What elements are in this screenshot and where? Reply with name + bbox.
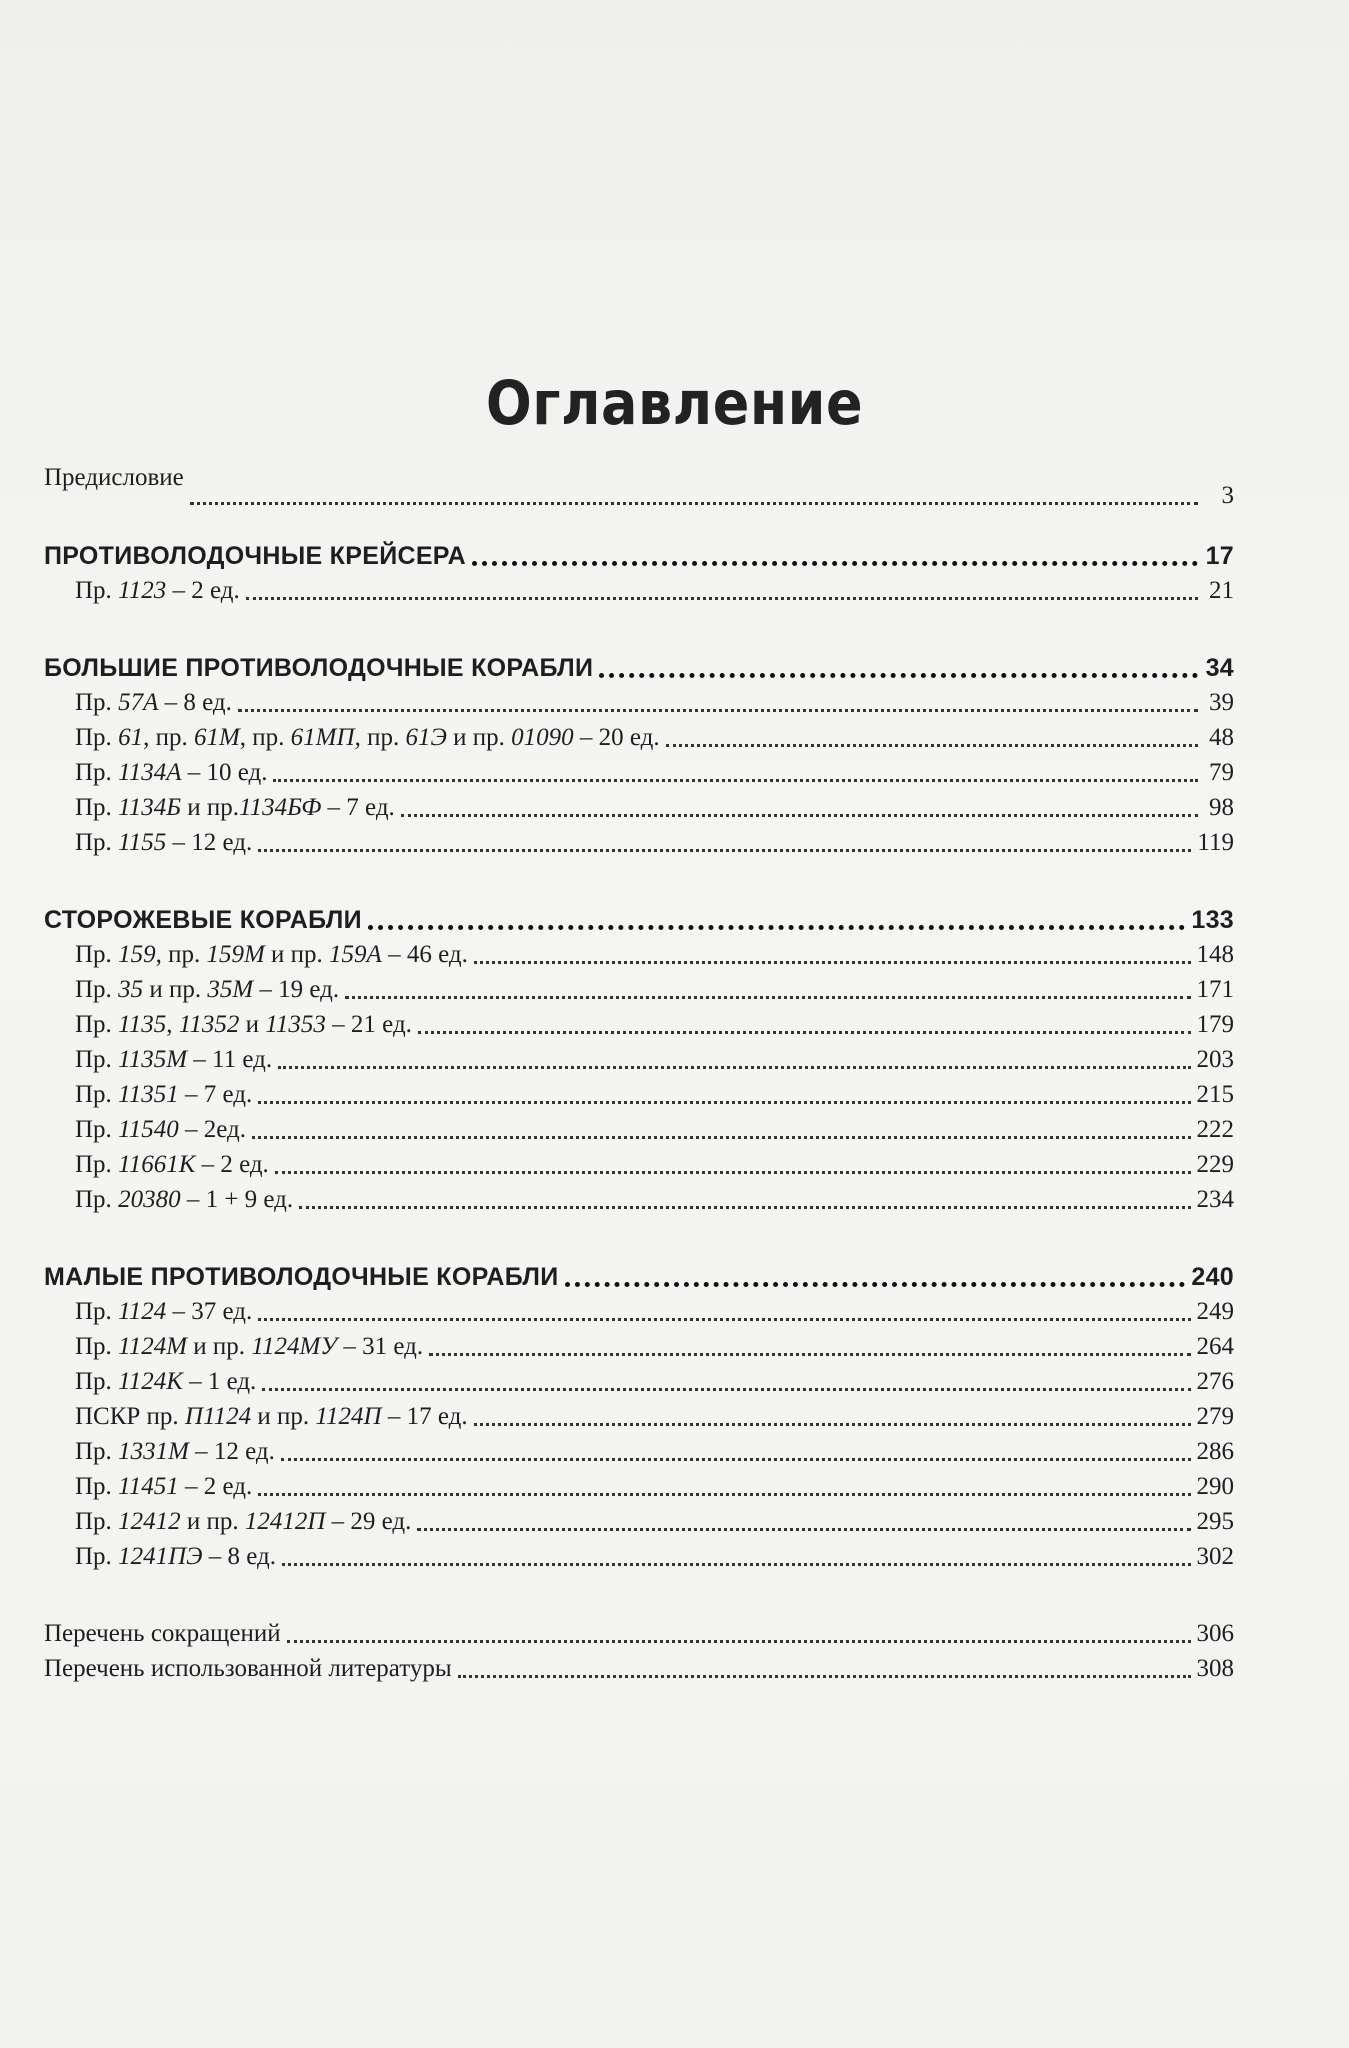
- toc-entry: [44, 755, 1234, 790]
- project-number: 1241ПЭ: [118, 1543, 203, 1570]
- entry-text: ПСКР пр.: [75, 1403, 185, 1430]
- entry-label: [75, 1008, 412, 1042]
- entry-text: Пр.: [75, 1473, 119, 1500]
- entry-label: [44, 651, 593, 685]
- entry-text: и пр.: [180, 794, 239, 821]
- dot-leader: [299, 1206, 1190, 1209]
- toc-entry: [44, 937, 1234, 972]
- entry-text: Пр.: [75, 1298, 119, 1325]
- table-of-contents: [44, 464, 1234, 1686]
- appendix-label: Перечень использованной литературы: [44, 1655, 452, 1682]
- entry-text: – 12 ед.: [166, 829, 253, 856]
- toc-entry: [44, 1329, 1234, 1364]
- toc-entry: [44, 1007, 1234, 1042]
- entry-text: Пр.: [75, 1186, 119, 1213]
- page-number: 119: [1197, 829, 1234, 856]
- entry-text: Пр.: [75, 1046, 119, 1073]
- entry-text: и пр.: [143, 976, 208, 1003]
- entry-text: – 20 ед.: [573, 724, 660, 751]
- dot-leader: [417, 1528, 1190, 1531]
- entry-text: Пр.: [75, 794, 119, 821]
- entry-text: – 46 ед.: [381, 941, 468, 968]
- toc-entry: [44, 1616, 1234, 1651]
- entry-label: [75, 973, 339, 1007]
- toc-entry: [44, 1469, 1234, 1504]
- dot-leader: [238, 709, 1198, 712]
- project-number: П1124: [184, 1403, 252, 1430]
- dot-leader: [599, 673, 1198, 678]
- entry-label: [75, 1078, 252, 1112]
- dot-leader: [258, 1493, 1190, 1496]
- toc-entry: [44, 538, 1234, 573]
- page-number: 276: [1196, 1368, 1234, 1395]
- dot-leader: [474, 1423, 1191, 1426]
- entry-text: Пр.: [75, 1368, 119, 1395]
- page-number: 148: [1196, 941, 1234, 968]
- section-heading: МАЛЫЕ ПРОТИВОЛОДОЧНЫЕ КОРАБЛИ: [44, 1263, 559, 1291]
- toc-entry: [44, 1112, 1234, 1147]
- page-number: 171: [1196, 976, 1234, 1003]
- section-heading: СТОРОЖЕВЫЕ КОРАБЛИ: [44, 906, 362, 934]
- dot-leader: [258, 1101, 1190, 1104]
- entry-text: , пр.: [354, 724, 406, 751]
- page-number: 203: [1196, 1046, 1234, 1073]
- dot-leader: [401, 814, 1198, 817]
- entry-text: – 17 ед.: [381, 1403, 468, 1430]
- page-number: 249: [1196, 1298, 1234, 1325]
- dot-leader: [262, 1388, 1190, 1391]
- entry-text: Пр.: [75, 1543, 119, 1570]
- entry-label: [44, 903, 362, 937]
- dot-leader: [472, 561, 1198, 566]
- project-number: 1124МУ: [251, 1333, 338, 1360]
- dot-leader: [418, 1031, 1191, 1034]
- project-number: 61М: [193, 724, 240, 751]
- toc-entry: [44, 1077, 1234, 1112]
- toc-entry: [44, 1434, 1234, 1469]
- page-number: 3: [1221, 482, 1234, 509]
- toc-entry: [44, 1504, 1234, 1539]
- entry-text: – 2 ед.: [166, 577, 240, 604]
- entry-text: – 1 ед.: [182, 1368, 257, 1395]
- dot-leader: [278, 1066, 1190, 1069]
- dot-leader: [258, 849, 1191, 852]
- project-number: 01090: [511, 724, 574, 751]
- entry-text: ,: [166, 1011, 179, 1038]
- dot-leader: [458, 1675, 1191, 1678]
- dot-leader: [282, 1563, 1191, 1566]
- dot-leader: [281, 1458, 1191, 1461]
- page-number: 21: [1209, 577, 1234, 604]
- entry-text: – 2ед.: [178, 1116, 246, 1143]
- entry-text: Пр.: [75, 724, 119, 751]
- entry-label: [44, 1617, 281, 1651]
- entry-label: [75, 756, 267, 790]
- entry-text: Пр.: [75, 1081, 119, 1108]
- toc-entry: [44, 464, 1234, 513]
- entry-text: Пр.: [75, 759, 119, 786]
- entry-text: и пр.: [264, 941, 330, 968]
- entry-text: – 1 + 9 ед.: [180, 1186, 294, 1213]
- dot-leader: [258, 1318, 1190, 1321]
- entry-text: и пр.: [251, 1403, 316, 1430]
- project-number: 11351: [118, 1081, 179, 1108]
- dot-leader: [345, 996, 1190, 999]
- entry-text: Пр.: [75, 829, 119, 856]
- dot-leader: [429, 1353, 1190, 1356]
- toc-entry: [44, 720, 1234, 755]
- entry-text: и пр.: [180, 1508, 245, 1535]
- entry-text: – 7 ед.: [321, 794, 395, 821]
- toc-entry: [44, 650, 1234, 685]
- dot-leader: [252, 1136, 1191, 1139]
- page-number: 302: [1196, 1543, 1234, 1570]
- entry-text: и пр.: [446, 724, 512, 751]
- project-number: 1331М: [118, 1438, 189, 1465]
- entry-text: Пр.: [75, 941, 119, 968]
- entry-label: [75, 1183, 293, 1217]
- toc-entry: [44, 1399, 1234, 1434]
- dot-leader: [666, 744, 1198, 747]
- page-number: 229: [1196, 1151, 1234, 1178]
- dot-leader: [190, 502, 1198, 505]
- entry-label: [75, 1365, 256, 1399]
- project-number: 1123: [118, 577, 167, 604]
- page-title: Оглавление: [485, 368, 864, 439]
- project-number: 1124М: [118, 1333, 188, 1360]
- dot-leader: [273, 779, 1198, 782]
- entry-label: [75, 1470, 252, 1504]
- project-number: 159: [118, 941, 156, 968]
- page-number: 222: [1196, 1116, 1234, 1143]
- entry-text: Пр.: [75, 1333, 119, 1360]
- entry-text: – 31 ед.: [337, 1333, 424, 1360]
- entry-text: Пр.: [75, 1116, 119, 1143]
- toc-entry: [44, 1259, 1234, 1294]
- project-number: 11540: [118, 1116, 179, 1143]
- project-number: 35: [118, 976, 144, 1003]
- toc-entry: [44, 1651, 1234, 1686]
- page-number: 48: [1209, 724, 1234, 751]
- entry-label: [75, 1540, 276, 1574]
- toc-entry: [44, 1364, 1234, 1399]
- project-number: 57А: [118, 689, 159, 716]
- project-number: 1124П: [315, 1403, 382, 1430]
- entry-label: [75, 1400, 468, 1434]
- entry-text: Пр.: [75, 1438, 119, 1465]
- project-number: 61МП: [290, 724, 355, 751]
- toc-entry: [44, 573, 1234, 608]
- entry-text: , пр.: [143, 724, 194, 751]
- entry-text: – 7 ед.: [178, 1081, 253, 1108]
- entry-label: [75, 1043, 272, 1077]
- page-number: 215: [1196, 1081, 1234, 1108]
- entry-text: Пр.: [75, 577, 119, 604]
- entry-text: , пр.: [155, 941, 207, 968]
- project-number: 1155: [118, 829, 167, 856]
- entry-label: [75, 1113, 246, 1147]
- project-number: 1135: [118, 1011, 167, 1038]
- project-number: 1124: [118, 1298, 167, 1325]
- project-number: 1135М: [118, 1046, 188, 1073]
- page-number: 290: [1196, 1473, 1234, 1500]
- dot-leader: [474, 961, 1191, 964]
- page-number: 295: [1196, 1508, 1234, 1535]
- project-number: 35М: [207, 976, 254, 1003]
- entry-label: [44, 1652, 452, 1686]
- project-number: 159А: [329, 941, 382, 968]
- page-number: 264: [1196, 1333, 1234, 1360]
- entry-text: – 19 ед.: [253, 976, 340, 1003]
- entry-label: [44, 461, 184, 495]
- toc-entry: [44, 1147, 1234, 1182]
- dot-leader: [246, 597, 1198, 600]
- project-number: 159М: [206, 941, 265, 968]
- project-number: 1134БФ: [238, 794, 322, 821]
- toc-entry: [44, 1539, 1234, 1574]
- section-heading: ПРОТИВОЛОДОЧНЫЕ КРЕЙСЕРА: [44, 542, 466, 570]
- entry-text: – 10 ед.: [181, 759, 268, 786]
- toc-entry: [44, 1294, 1234, 1329]
- entry-label: [75, 826, 252, 860]
- toc-entry: [44, 1182, 1234, 1217]
- toc-entry: [44, 825, 1234, 860]
- entry-label: [44, 539, 466, 573]
- project-number: 11352: [178, 1011, 240, 1038]
- entry-text: Пр.: [75, 1508, 119, 1535]
- toc-entry: [44, 1042, 1234, 1077]
- project-number: 12412: [118, 1508, 181, 1535]
- entry-text: , пр.: [239, 724, 291, 751]
- dot-leader: [565, 1282, 1186, 1287]
- dot-leader: [275, 1171, 1191, 1174]
- page-number: 17: [1205, 542, 1234, 570]
- entry-text: – 2 ед.: [195, 1151, 269, 1178]
- section-heading: БОЛЬШИЕ ПРОТИВОЛОДОЧНЫЕ КОРАБЛИ: [44, 654, 594, 682]
- toc-entry: [44, 685, 1234, 720]
- entry-label: [75, 1505, 411, 1539]
- entry-text: – 12 ед.: [188, 1438, 275, 1465]
- dot-leader: [368, 925, 1185, 930]
- entry-label: [75, 1148, 269, 1182]
- entry-text: Пр.: [75, 976, 119, 1003]
- entry-label: [75, 791, 395, 825]
- project-number: 11451: [118, 1473, 179, 1500]
- project-number: 12412П: [244, 1508, 326, 1535]
- entry-label: [75, 686, 232, 720]
- entry-label: [75, 574, 240, 608]
- preface-label: Предисловие: [44, 464, 184, 491]
- entry-label: [75, 938, 468, 972]
- appendix-label: Перечень сокращений: [44, 1620, 281, 1647]
- page-number: 98: [1209, 794, 1234, 821]
- page-number: 34: [1205, 654, 1234, 682]
- entry-label: [75, 1330, 423, 1364]
- dot-leader: [287, 1640, 1191, 1643]
- toc-entry: [44, 972, 1234, 1007]
- project-number: 11661К: [118, 1151, 196, 1178]
- entry-text: – 8 ед.: [202, 1543, 276, 1570]
- page-number: 133: [1191, 906, 1234, 934]
- entry-text: – 8 ед.: [158, 689, 232, 716]
- page-number: 308: [1196, 1655, 1234, 1682]
- project-number: 61: [118, 724, 144, 751]
- entry-label: [75, 721, 660, 755]
- project-number: 1134А: [118, 759, 182, 786]
- page-number: 234: [1196, 1186, 1234, 1213]
- entry-text: Пр.: [75, 1011, 119, 1038]
- page-number: 286: [1196, 1438, 1234, 1465]
- toc-entry: [44, 790, 1234, 825]
- entry-label: [44, 1260, 559, 1294]
- entry-text: – 11 ед.: [187, 1046, 273, 1073]
- toc-entry: [44, 902, 1234, 937]
- project-number: 1134Б: [118, 794, 181, 821]
- page-number: 279: [1196, 1403, 1234, 1430]
- project-number: 61Э: [405, 724, 447, 751]
- entry-text: – 21 ед.: [325, 1011, 412, 1038]
- project-number: 20380: [118, 1186, 181, 1213]
- entry-text: и пр.: [187, 1333, 252, 1360]
- page-number: 240: [1191, 1263, 1234, 1291]
- page-number: 39: [1209, 689, 1234, 716]
- entry-label: [75, 1295, 252, 1329]
- entry-text: Пр.: [75, 1151, 119, 1178]
- entry-text: – 37 ед.: [166, 1298, 253, 1325]
- entry-text: – 29 ед.: [325, 1508, 412, 1535]
- page-number: 306: [1196, 1620, 1234, 1647]
- entry-text: – 2 ед.: [178, 1473, 253, 1500]
- entry-text: и: [239, 1011, 266, 1038]
- project-number: 1124К: [118, 1368, 183, 1395]
- entry-text: Пр.: [75, 689, 119, 716]
- entry-label: [75, 1435, 275, 1469]
- page-number: 79: [1209, 759, 1234, 786]
- project-number: 11353: [265, 1011, 326, 1038]
- page-number: 179: [1196, 1011, 1234, 1038]
